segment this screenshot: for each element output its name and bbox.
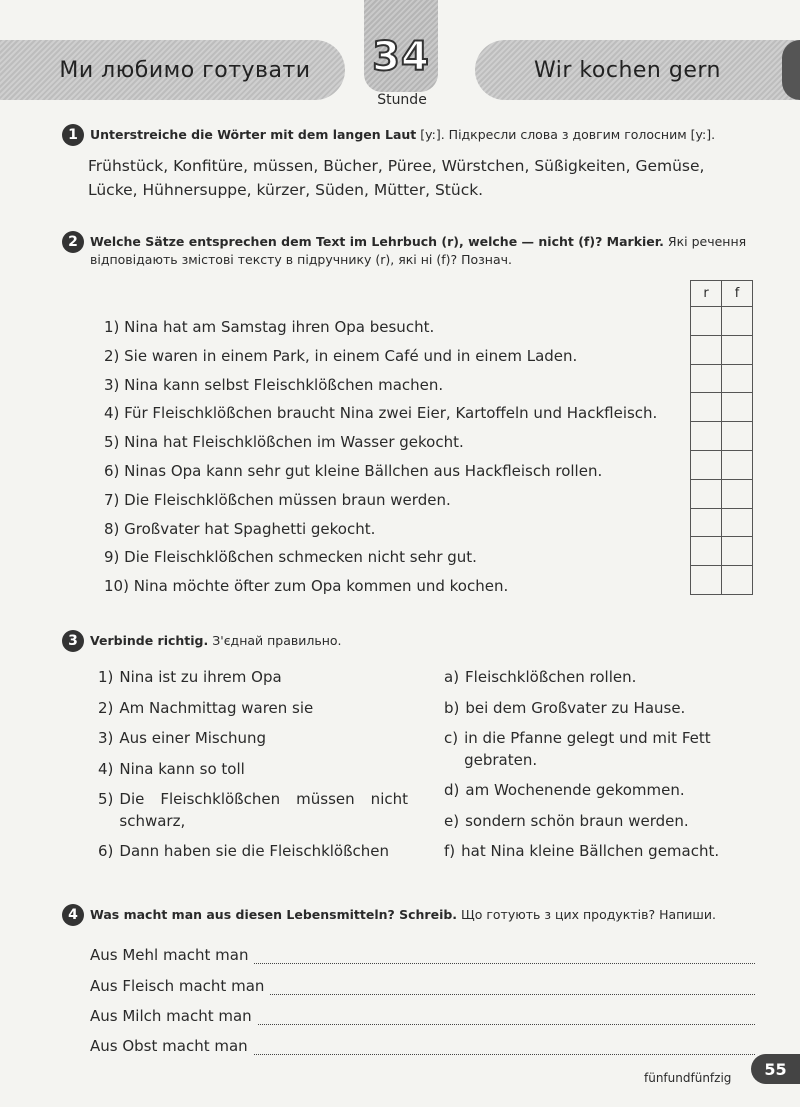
fill-label: Aus Milch macht man (90, 1006, 252, 1025)
task1-instruction (90, 126, 715, 144)
match-left-text: Nina kann so toll (119, 759, 245, 778)
match-left-item[interactable] (98, 840, 408, 871)
match-right-item[interactable] (444, 666, 754, 697)
rf-row (691, 335, 753, 364)
task3-instruction (90, 632, 342, 650)
rf-cell-f[interactable] (722, 307, 753, 336)
rf-cell-f[interactable] (722, 422, 753, 451)
match-left-text: Dann haben sie die Fleischklößchen (119, 842, 390, 860)
rf-cell-r[interactable] (691, 479, 722, 508)
rf-row (691, 508, 753, 537)
match-left-item[interactable] (98, 697, 408, 728)
rf-cell-f[interactable] (722, 566, 753, 595)
task2-instruction-uk: Які речення відповідають змістові тексту в підручнику (r), які ні (f)? Познач. (90, 234, 747, 267)
match-left-text: Am Nachmittag waren sie (119, 698, 314, 717)
match-right-item[interactable] (444, 810, 754, 841)
fill-row-mehl (90, 934, 755, 964)
lesson-number: 34 (372, 34, 430, 80)
statement-3: 3) Nina kann selbst Fleischklößchen machen. (104, 375, 444, 394)
task4-instruction-uk: Що готують з цих продуктів? Напиши. (457, 907, 716, 922)
rf-row (691, 566, 753, 595)
match-left-key: 2) (98, 698, 114, 717)
match-right-key: b) (444, 698, 460, 717)
match-right-key: d) (444, 781, 460, 799)
task2-number-badge: 2 (62, 231, 84, 253)
page-number: 55 (764, 1059, 787, 1079)
fill-row-obst (90, 1025, 755, 1055)
match-left-item[interactable] (98, 788, 408, 840)
match-left-text: Nina ist zu ihrem Opa (119, 668, 282, 686)
match-left-item[interactable] (98, 666, 408, 697)
match-left-item[interactable] (98, 727, 408, 758)
task3-heading (62, 632, 752, 652)
page-number-tab (751, 1054, 800, 1084)
rf-cell-r[interactable] (691, 508, 722, 537)
match-right-text: am Wochenende gekommen. (465, 781, 685, 799)
header-title-de: Wir kochen gern (534, 57, 721, 83)
match-right-text: bei dem Großvater zu Hause. (465, 698, 686, 717)
match-right-key: c) (444, 729, 459, 747)
lesson-caption: Stunde (377, 92, 427, 108)
match-left-key: 3) (98, 729, 114, 747)
match-left-key: 1) (98, 668, 114, 686)
match-right-text: in die Pfanne gelegt und mit Fett gebraten. (464, 729, 711, 769)
task1-instruction-uk: [y:]. Підкресли слова з довгим голосним [y:]. (416, 127, 716, 142)
lesson-tab (364, 0, 438, 92)
match-right-item[interactable] (444, 697, 754, 728)
statement-10: 10) Nina möchte öfter zum Opa kommen und kochen. (104, 577, 509, 596)
match-right-key: e) (444, 811, 460, 830)
statement-1: 1) Nina hat am Samstag ihren Opa besucht. (104, 318, 435, 336)
fill-row-milch (90, 995, 755, 1025)
rf-cell-f[interactable] (722, 450, 753, 479)
rf-cell-r[interactable] (691, 335, 722, 364)
statement-4: 4) Für Fleischklößchen braucht Nina zwei Eier, Kartoffeln und Hackfleisch. (104, 404, 658, 423)
task2-instruction-de: Welche Sätze entsprechen dem Text im Lehrbuch (r), welche — nicht (f)? Markier. (90, 234, 664, 249)
match-right-item[interactable] (444, 779, 754, 810)
task1-instruction-de: Unterstreiche die Wörter mit dem langen Laut (90, 127, 417, 142)
task1-word-list[interactable]: Frühstück, Konfitüre, müssen, Bücher, Püree, Würstchen, Süßigkeiten, Gemüse, Lücke, Hühnersuppe, kürzer, Süden, Mütter, Stück. (88, 157, 705, 199)
fill-row-fleisch (90, 964, 755, 994)
rf-header-row (691, 281, 753, 307)
rf-cell-r[interactable] (691, 364, 722, 393)
rf-row (691, 307, 753, 336)
rf-cell-r[interactable] (691, 393, 722, 422)
match-right-item[interactable] (444, 840, 754, 871)
statement-7: 7) Die Fleischklößchen müssen braun werden. (104, 490, 451, 509)
statement-5: 5) Nina hat Fleischklößchen im Wasser gekocht. (104, 433, 464, 452)
match-left-text: Die Fleischklößchen müssen nicht schwarz, (119, 790, 408, 830)
rf-cell-r[interactable] (691, 537, 722, 566)
fill-label: Aus Fleisch macht man (90, 976, 265, 995)
rf-cell-f[interactable] (722, 393, 753, 422)
task4-fill-list (90, 934, 755, 1055)
match-right-text: sondern schön braun werden. (465, 811, 689, 830)
rf-cell-f[interactable] (722, 335, 753, 364)
rf-cell-f[interactable] (722, 508, 753, 537)
answer-line[interactable] (258, 1007, 755, 1025)
statement-8: 8) Großvater hat Spaghetti gekocht. (104, 519, 376, 538)
task4-heading (62, 906, 752, 926)
task3-number-badge: 3 (62, 630, 84, 652)
rf-row (691, 393, 753, 422)
task2-statement-list (104, 313, 657, 601)
task2-instruction (90, 233, 752, 269)
match-left-item[interactable] (98, 758, 408, 789)
header-banner-uk (0, 40, 345, 100)
match-left-text: Aus einer Mischung (119, 729, 267, 747)
task3-instruction-uk: З'єднай правильно. (208, 633, 342, 648)
task3-left-column (98, 666, 408, 871)
header-title-uk: Ми любимо готувати (59, 57, 311, 83)
match-right-text: hat Nina kleine Bällchen gemacht. (461, 842, 720, 860)
rf-row (691, 422, 753, 451)
answer-line[interactable] (254, 1037, 755, 1055)
page-number-word: fünfundfünfzig (644, 1071, 732, 1085)
match-left-key: 5) (98, 790, 114, 808)
answer-line[interactable] (254, 946, 755, 964)
task4-instruction (90, 906, 716, 924)
match-right-key: a) (444, 668, 460, 686)
task4-instruction-de: Was macht man aus diesen Lebensmitteln? Schreib. (90, 907, 458, 922)
task1-heading (62, 126, 752, 146)
rf-cell-f[interactable] (722, 537, 753, 566)
rf-cell-r[interactable] (691, 450, 722, 479)
header-banner-de (475, 40, 800, 100)
fill-label: Aus Obst macht man (90, 1037, 248, 1056)
statement-6: 6) Ninas Opa kann sehr gut kleine Bällchen aus Hackfleisch rollen. (104, 461, 603, 480)
match-right-item[interactable] (444, 727, 754, 779)
match-left-key: 4) (98, 759, 114, 778)
rf-row (691, 537, 753, 566)
task3-right-column (444, 666, 754, 871)
header-edge-right (782, 40, 800, 100)
rf-cell-r[interactable] (691, 566, 722, 595)
match-right-text: Fleischklößchen rollen. (465, 668, 637, 686)
rf-cell-r[interactable] (691, 307, 722, 336)
rf-cell-f[interactable] (722, 479, 753, 508)
answer-line[interactable] (270, 977, 755, 995)
rf-row (691, 450, 753, 479)
match-left-key: 6) (98, 842, 114, 860)
task2-heading (62, 233, 752, 269)
rf-row (691, 479, 753, 508)
rf-row (691, 364, 753, 393)
task4-number-badge: 4 (62, 904, 84, 926)
rf-header-r: r (691, 281, 722, 307)
rf-answer-table (690, 280, 753, 595)
statement-2: 2) Sie waren in einem Park, in einem Café und in einem Laden. (104, 346, 578, 365)
rf-cell-f[interactable] (722, 364, 753, 393)
rf-header-f: f (722, 281, 753, 307)
rf-cell-r[interactable] (691, 422, 722, 451)
task3-instruction-de: Verbinde richtig. (90, 633, 209, 648)
fill-label: Aus Mehl macht man (90, 946, 249, 965)
match-right-key: f) (444, 842, 456, 860)
task1-number-badge: 1 (62, 124, 84, 146)
statement-9: 9) Die Fleischklößchen schmecken nicht sehr gut. (104, 548, 477, 567)
